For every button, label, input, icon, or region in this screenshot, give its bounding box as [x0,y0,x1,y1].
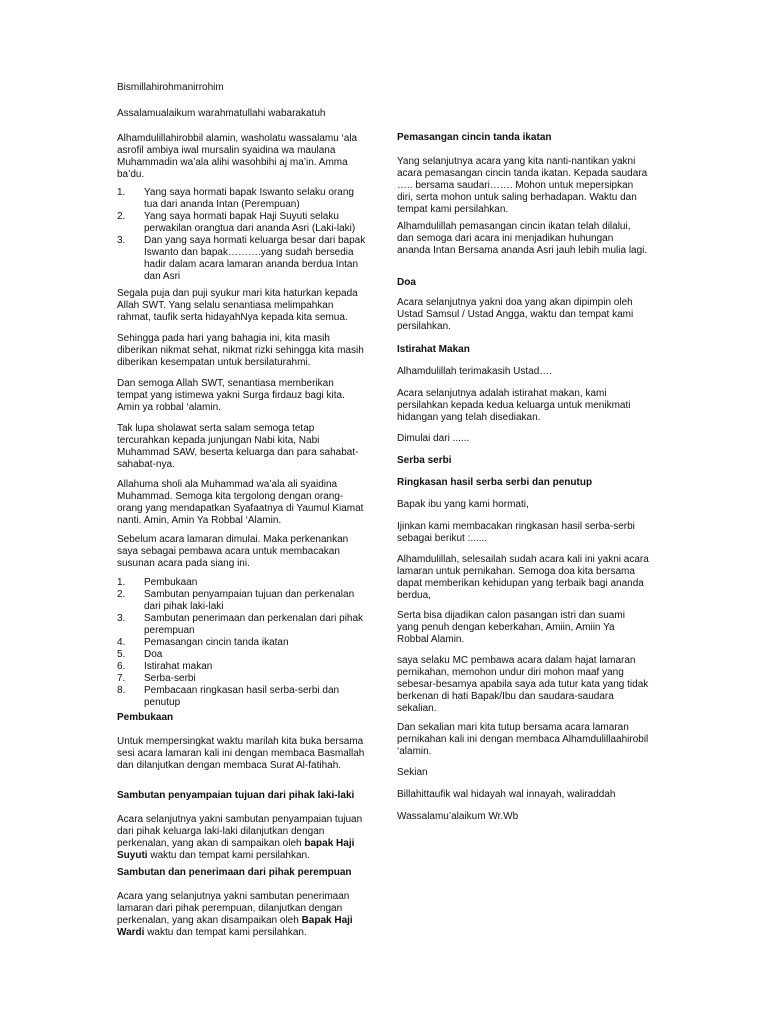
salam-greeting: Assalamualaikum warahmatullahi wabarakatuh [117,108,326,119]
heading-ringkasan: Ringkasan hasil serba serbi dan penutup [397,477,593,488]
heading-serba-serbi: Serba serbi [397,455,452,466]
list-item: 7. Serba-serbi [117,673,196,684]
document-title: Bismillahirohmanirrohim [117,82,224,93]
list-item: 8. Pembacaan ringkasan hasil serba-serbi dan penutup [117,685,340,708]
list-item: 1. Yang saya hormati bapak Iswanto selaku orang tua dari ananda Intan (Perempuan) [117,187,354,210]
paragraph: Alhamdulillah pemasangan cincin ikatan telah dilalui, dan semoga dari acara ini menjadikan huhungan ananda Intan Bersama ananda Asri jauh lebih mulia lagi. [397,221,648,256]
paragraph: Wassalamu’alaikum Wr.Wb [397,811,519,822]
list-item: 2. Yang saya hormati bapak Haji Suyuti selaku perwakilan orangtua dari ananda Asri (Laki-laki) [117,211,356,234]
paragraph: saya selaku MC pembawa acara dalam hajat lamaran pernikahan, memohon undur diri mohon maaf yang sebesar-besarnya apabila saya ada tutur kata yang tidak berkenan di hati Bapak/Ibu dan saudara-saudara sekalian. [397,655,649,714]
paragraph: Tak lupa sholawat serta salam semoga tetap tercurahkan kepada junjungan Nabi kita, Nabi Muhammad SAW, beserta keluarga dan para sahabat-sahabat-nya. [117,423,359,470]
list-item: 4. Pemasangan cincin tanda ikatan [117,637,289,648]
agenda-list [117,577,367,709]
paragraph: Dan sekalian mari kita tutup bersama acara lamaran pernikahan kali ini dengan membaca Alhamdulillaahirobil ‘alamin. [397,722,649,757]
heading-sambutan-perempuan: Sambutan dan penerimaan dari pihak perempuan [117,867,352,878]
paragraph: Yang selanjutnya acara yang kita nanti-nantikan yakni acara pemasangan cincin tanda ikatan. Kepada saudara ….. bersama saudari……. Mohon untuk mepersipkan diri, serta mohon untuk saling berhadapan. Waktu dan tempat kami persilahkan. [397,156,648,215]
paragraph: Alhamdulillah terimakasih Ustad…. [397,366,553,377]
paragraph: Acara selanjutnya yakni doa yang akan dipimpin oleh Ustad Samsul / Ustad Angga, waktu dan tempat kami persilahkan. [397,297,634,332]
paragraph: Sehingga pada hari yang bahagia ini, kita masih diberikan nikmat sehat, nikmat rizki sehingga kita masih diberikan kesempatan untuk bersilaturahmi. [117,333,364,368]
paragraph: Ijinkan kami membacakan ringkasan hasil serba-serbi sebagai berikut :...... [397,521,635,544]
paragraph: Billahittaufik wal hidayah wal innayah, waliraddah [397,789,616,800]
heading-cincin: Pemasangan cincin tanda ikatan [397,132,552,143]
paragraph: Serta bisa dijadikan calon pasangan istri dan suami yang penuh dengan keberkahan, Amiin, Amiin Ya Robbal Alamin. [397,610,625,645]
list-item: 6. Istirahat makan [117,661,213,672]
heading-istirahat: Istirahat Makan [397,344,470,355]
list-item: 1. Pembukaan [117,577,198,588]
heading-doa: Doa [397,277,416,288]
heading-pembukaan: Pembukaan [117,712,174,723]
paragraph: Untuk mempersingkat waktu marilah kita buka bersama sesi acara lamaran kali ini dengan membaca Basmallah dan dilanjutkan dengan membaca Surat Al-fatihah. [117,736,365,771]
list-item: 3. Dan yang saya hormati keluarga besar dari bapak Iswanto dan bapak……….yang sudah bersedia hadir dalam acara lamaran ananda berdua Intan dan Asri [117,235,366,282]
paragraph: Acara yang selanjutnya yakni sambutan penerimaan lamaran dari pihak perempuan, dilanjutkan dengan perkenalan, yang akan disampaikan oleh Bapak Haji Wardi waktu dan tempat kami persilahkan. [117,891,353,938]
paragraph: Alhamdulillah, selesailah sudah acara kali ini yakni acara lamaran untuk pernikahan. Semoga doa kita bersama dapat memberikan kehidupan yang terbaik bagi ananda berdua, [397,554,649,601]
paragraph: Acara selanjutnya adalah istirahat makan, kami persilahkan kepada kedua keluarga untuk menikmati hidangan yang telah disediakan. [397,388,631,423]
list-item: 2. Sambutan penyampaian tujuan dan perkenalan dari pihak laki-laki [117,589,355,612]
list-item: 5. Doa [117,649,163,660]
paragraph: Sebelum acara lamaran dimulai. Maka perkenankan saya sebagai pembawa acara untuk membacakan susunan acara pada siang ini. [117,534,349,569]
paragraph: Segala puja dan puji syukur mari kita haturkan kepada Allah SWT. Yang selalu senantiasa melimpahkan rahmat, taufik serta hidayahNya kepada kita semua. [117,288,358,323]
paragraph: Bapak ibu yang kami hormati, [397,499,529,510]
greetings-list [117,187,367,283]
paragraph: Sekian [397,767,428,778]
list-item: 3. Sambutan penerimaan dan perkenalan dari pihak perempuan [117,613,364,636]
paragraph: Acara selanjutnya yakni sambutan penyampaian tujuan dari pihak keluarga laki-laki dilanjutkan dengan perkenalan, yang akan di sampaikan oleh bapak Haji Suyuti waktu dan tempat kami persilahkan. [117,814,363,861]
opening-paragraph: Alhamdulillahirobbil alamin, washolatu wassalamu ‘ala asrofil ambiya iwal mursalin syaidina wa maulana Muhammadin wa’ala alihi wasohbihi aj ma’in. Amma ba’du. [117,133,358,180]
paragraph: Dimulai dari ...... [397,433,470,444]
paragraph: Allahuma sholi ala Muhammad wa’ala ali syaidina Muhammad. Semoga kita tergolong dengan orang-orang yang mendapatkan Syafaatnya di Yaumul Kiamat nanti. Amin, Amin Ya Robbal ‘Alamin. [117,479,364,526]
paragraph: Dan semoga Allah SWT, senantiasa memberikan tempat yang istimewa yakni Surga firdauz bagi kita. Amin ya robbal ‘alamin. [117,378,345,413]
heading-sambutan-laki: Sambutan penyampaian tujuan dari pihak laki-laki [117,790,355,801]
